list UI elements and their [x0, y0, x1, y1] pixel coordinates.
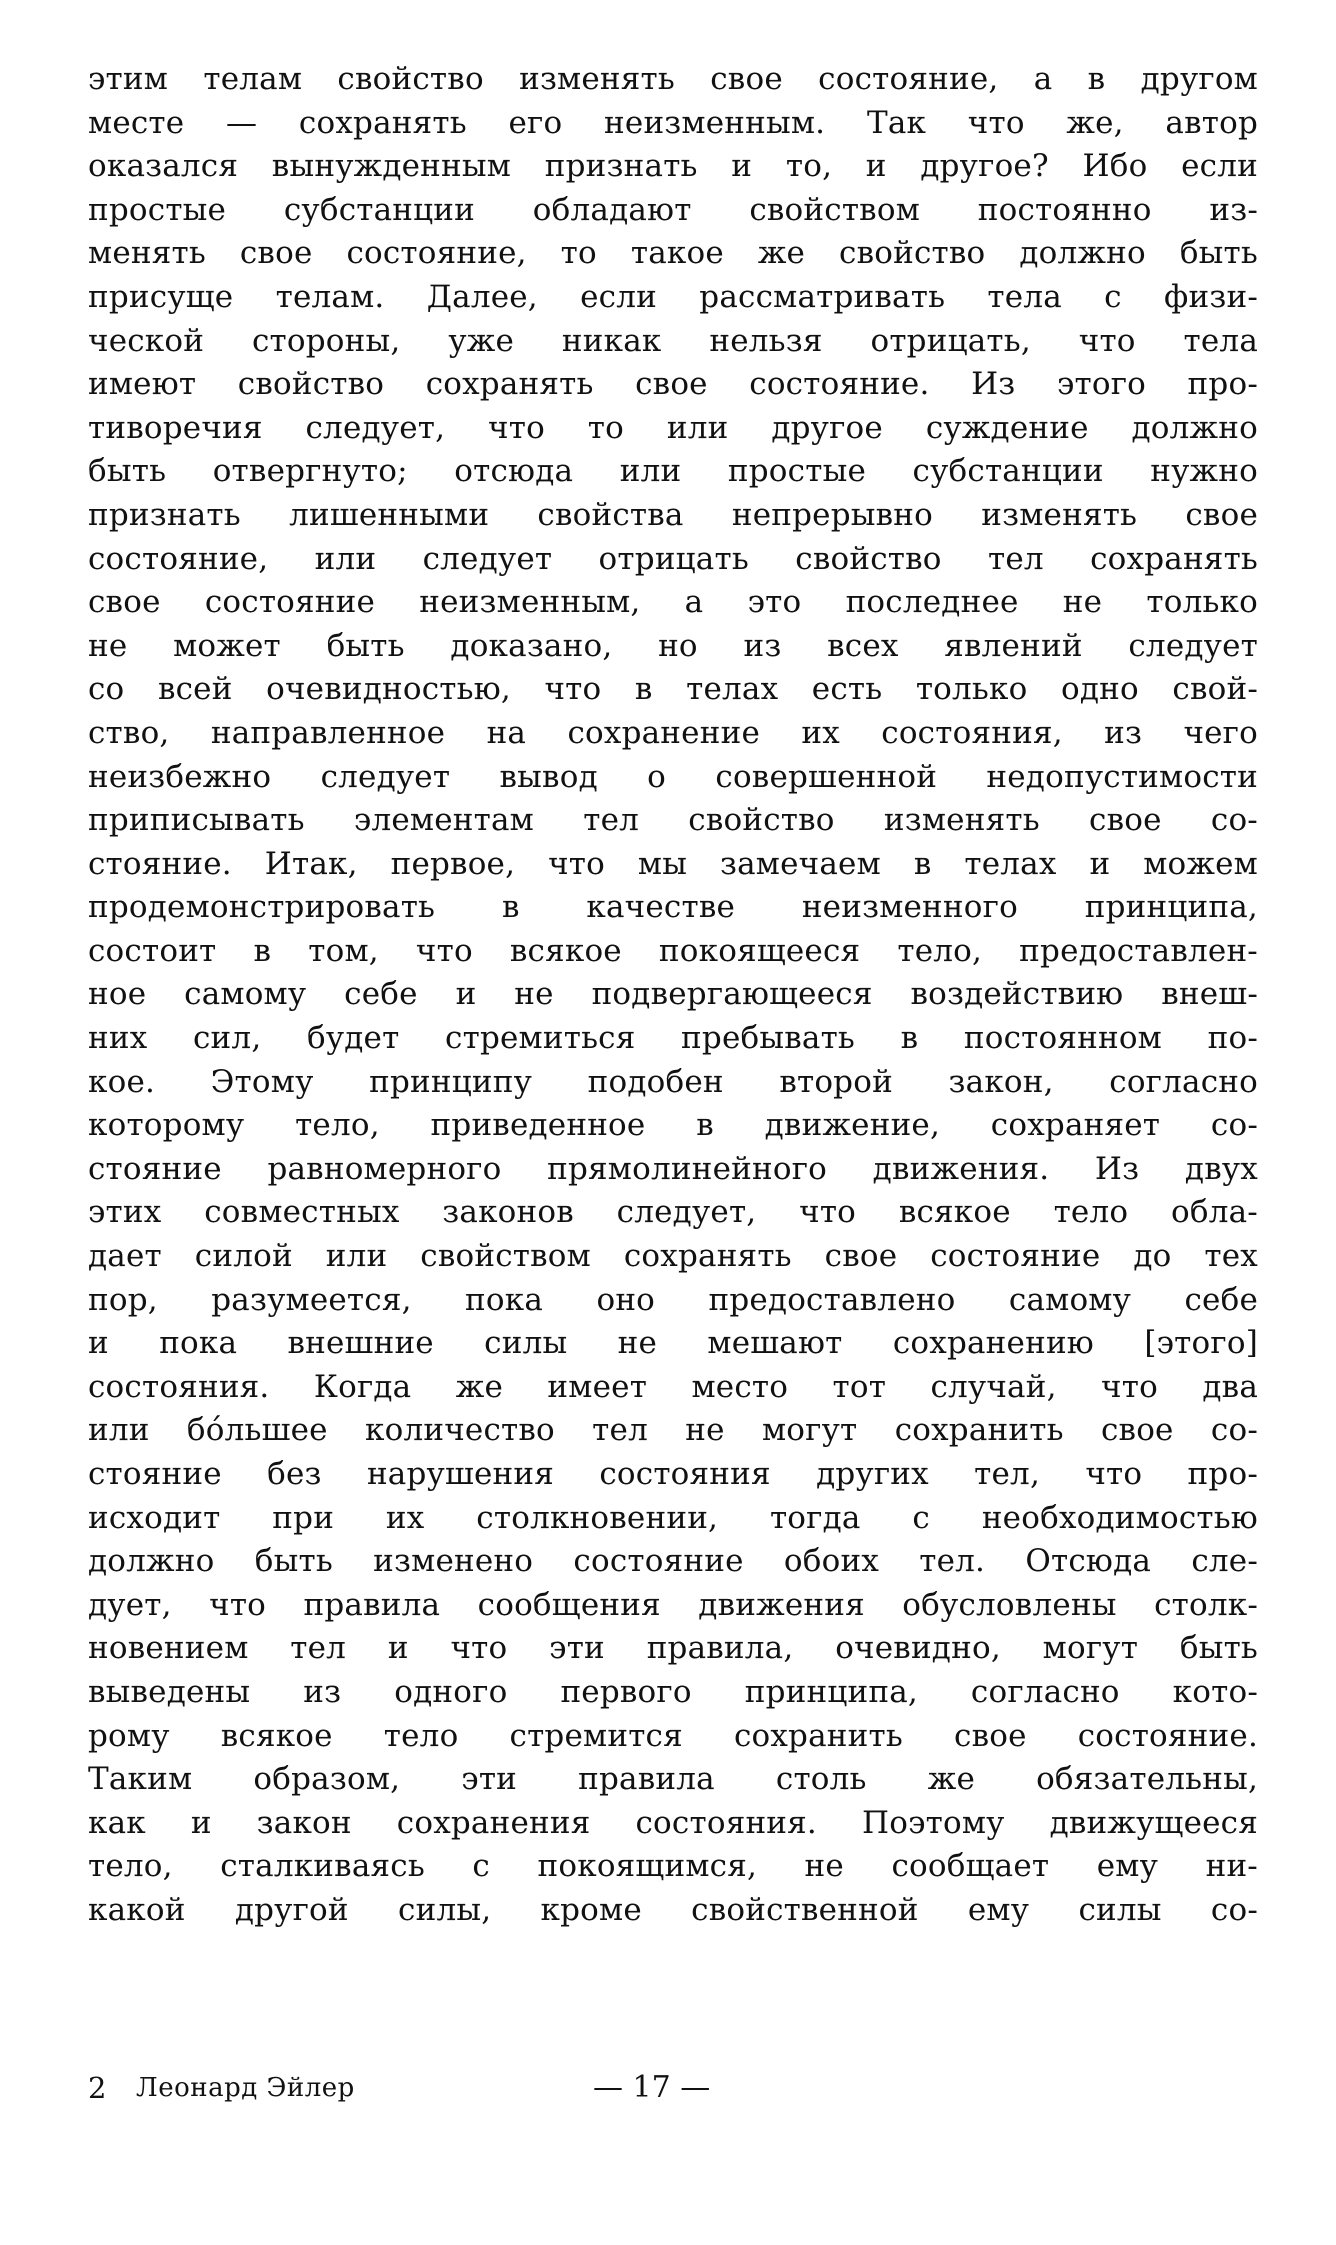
book-page [88, 58, 1258, 2158]
text-line: быть отвергнуто; отсюда или простые субстанции нужно [88, 453, 1258, 490]
text-line: новением тел и что эти правила, очевидно, могут быть [88, 1630, 1258, 1667]
text-line: стояние равномерного прямолинейного движения. Из двух [88, 1150, 1258, 1187]
text-line: состоит в том, что всякое покоящееся тело, предоставлен- [88, 932, 1258, 969]
text-line: этих совместных законов следует, что всякое тело обла- [88, 1194, 1258, 1231]
text-line: продемонстрировать в качестве неизменного принципа, [88, 889, 1258, 926]
text-line: рому всякое тело стремится сохранить свое состояние. [88, 1717, 1258, 1754]
text-line: имеют свойство сохранять свое состояние. Из этого про- [88, 366, 1258, 403]
text-line: и пока внешние силы не мешают сохранению [этого] [88, 1325, 1258, 1362]
text-line: тело, сталкиваясь с покоящимся, не сообщает ему ни- [88, 1848, 1258, 1885]
text-line: стояние без нарушения состояния других тел, что про- [88, 1456, 1258, 1492]
text-line: которому тело, приведенное в движение, сохраняет со- [88, 1107, 1258, 1144]
text-line: менять свое состояние, то такое же свойство должно быть [88, 235, 1258, 272]
text-line: со всей очевидностью, что в телах есть только одно свой- [88, 671, 1258, 708]
text-line: неизбежно следует вывод о совершенной недопустимости [88, 758, 1258, 795]
text-line: Таким образом, эти правила столь же обязательны, [88, 1761, 1258, 1798]
text-line: простые субстанции обладают свойством постоянно из- [88, 191, 1258, 228]
text-line: выведены из одного первого принципа, согласно кото- [88, 1673, 1258, 1710]
text-line: стояние. Итак, первое, что мы замечаем в телах и можем [88, 845, 1258, 882]
text-line: состояния. Когда же имеет место тот случай, что два [88, 1368, 1258, 1405]
text-line: приписывать элементам тел свойство изменять свое со- [88, 802, 1258, 839]
text-line: как и закон сохранения состояния. Поэтому движущееся [88, 1804, 1258, 1841]
text-line: исходит при их столкновении, тогда с необходимостью [88, 1499, 1258, 1536]
body-text [88, 58, 1258, 1933]
text-line: пор, разумеется, пока оно предоставлено самому себе [88, 1281, 1258, 1318]
signature-number: 2 [88, 2071, 107, 2105]
page-number: — 17 — [593, 2070, 711, 2105]
text-line: какой другой силы, кроме свойственной ему силы со- [88, 1891, 1258, 1928]
text-line: кое. Этому принципу подобен второй закон, согласно [88, 1063, 1258, 1100]
text-line: оказался вынужденным признать и то, и другое? Ибо если [88, 148, 1258, 185]
text-line: ческой стороны, уже никак нельзя отрицать, что тела [88, 322, 1258, 359]
text-line: не может быть доказано, но из всех явлений следует [88, 627, 1258, 664]
text-line: них сил, будет стремиться пребывать в постоянном по- [88, 1020, 1258, 1057]
page-footer [88, 2063, 1258, 2113]
text-line: дает силой или свойством сохранять свое состояние до тех [88, 1238, 1258, 1275]
text-line: или бóльшее количество тел не могут сохранить свое со- [88, 1412, 1258, 1449]
text-line: должно быть изменено состояние обоих тел. Отсюда сле- [88, 1543, 1258, 1580]
text-line: ное самому себе и не подвергающееся воздействию внеш- [88, 976, 1258, 1013]
text-line: признать лишенными свойства непрерывно изменять свое [88, 496, 1258, 533]
text-line: ство, направленное на сохранение их состояния, из чего [88, 714, 1258, 751]
signature-author: Леонард Эйлер [136, 2073, 355, 2103]
text-line: свое состояние неизменным, а это последнее не только [88, 584, 1258, 621]
text-line: присуще телам. Далее, если рассматривать тела с физи- [88, 278, 1258, 315]
text-line: месте — сохранять его неизменным. Так что же, автор [88, 104, 1258, 141]
text-line: дует, что правила сообщения движения обусловлены столк- [88, 1586, 1258, 1623]
text-line: тиворечия следует, что то или другое суждение должно [88, 409, 1258, 446]
text-line: этим телам свойство изменять свое состояние, а в другом [88, 61, 1258, 97]
text-line: состояние, или следует отрицать свойство тел сохранять [88, 540, 1258, 577]
